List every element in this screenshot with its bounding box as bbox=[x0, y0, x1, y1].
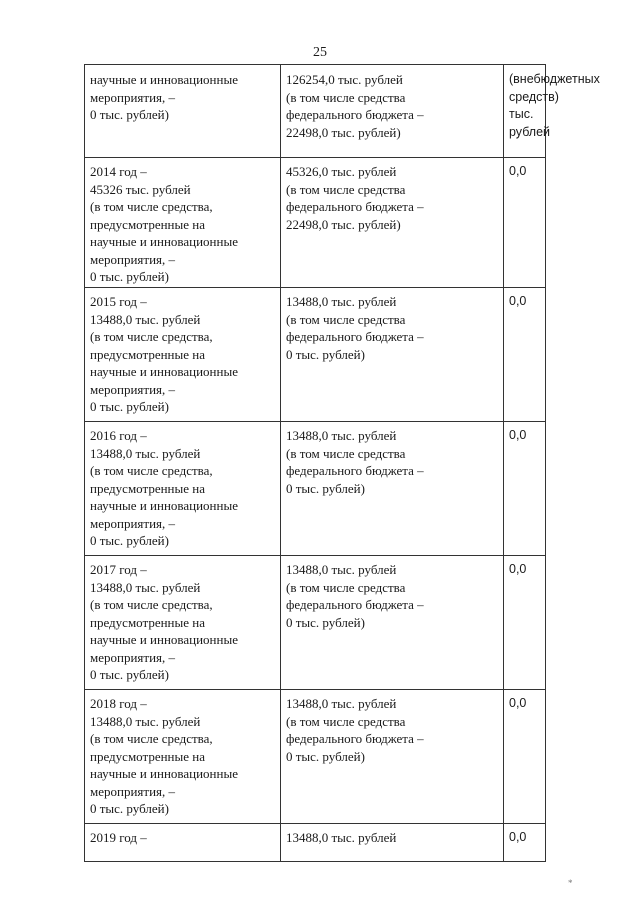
page-number: 25 bbox=[313, 45, 327, 60]
table-row bbox=[85, 288, 546, 422]
table-row bbox=[85, 422, 546, 556]
table-cell-col1: 2019 год – bbox=[85, 824, 281, 862]
table-cell-col3: 0,0 bbox=[504, 556, 546, 690]
table-cell-col1: научные и инновационные мероприятия, – 0 тыс. рублей) bbox=[85, 65, 281, 158]
table-row bbox=[85, 690, 546, 824]
table-cell-col1: 2015 год – 13488,0 тыс. рублей (в том числе средства, предусмотренные на научные и инновационные мероприятия, – 0 тыс. рублей) bbox=[85, 288, 281, 422]
table-cell-col3: 0,0 bbox=[504, 824, 546, 862]
table-cell-col3: 0,0 bbox=[504, 288, 546, 422]
table-cell-col1: 2018 год – 13488,0 тыс. рублей (в том числе средства, предусмотренные на научные и инновационные мероприятия, – 0 тыс. рублей) bbox=[85, 690, 281, 824]
table-cell-col1: 2017 год – 13488,0 тыс. рублей (в том числе средства, предусмотренные на научные и инновационные мероприятия, – 0 тыс. рублей) bbox=[85, 556, 281, 690]
table-cell-col2: 126254,0 тыс. рублей (в том числе средства федерального бюджета – 22498,0 тыс. рублей) bbox=[281, 65, 504, 158]
table-cell-col2: 13488,0 тыс. рублей (в том числе средства федерального бюджета – 0 тыс. рублей) bbox=[281, 422, 504, 556]
table-cell-col1: 2014 год – 45326 тыс. рублей (в том числе средства, предусмотренные на научные и инновационные мероприятия, – 0 тыс. рублей) bbox=[85, 158, 281, 288]
table-cell-col3: (внебюджетных средств) тыс. рублей bbox=[504, 65, 546, 158]
table-cell-col3: 0,0 bbox=[504, 422, 546, 556]
table-row bbox=[85, 65, 546, 158]
table-cell-col2: 13488,0 тыс. рублей (в том числе средства федерального бюджета – 0 тыс. рублей) bbox=[281, 690, 504, 824]
table-cell-col2: 13488,0 тыс. рублей (в том числе средства федерального бюджета – 0 тыс. рублей) bbox=[281, 556, 504, 690]
table-row bbox=[85, 824, 546, 862]
table-cell-col3: 0,0 bbox=[504, 690, 546, 824]
table-cell-col1: 2016 год – 13488,0 тыс. рублей (в том числе средства, предусмотренные на научные и инновационные мероприятия, – 0 тыс. рублей) bbox=[85, 422, 281, 556]
table-cell-col2: 45326,0 тыс. рублей (в том числе средства федерального бюджета – 22498,0 тыс. рублей) bbox=[281, 158, 504, 288]
funding-table bbox=[84, 64, 600, 862]
table-cell-col3: 0,0 bbox=[504, 158, 546, 288]
footer-mark: * bbox=[568, 878, 573, 888]
table-cell-col2: 13488,0 тыс. рублей (в том числе средства федерального бюджета – 0 тыс. рублей) bbox=[281, 288, 504, 422]
table-cell-col2: 13488,0 тыс. рублей bbox=[281, 824, 504, 862]
table-row bbox=[85, 158, 546, 288]
table-row bbox=[85, 556, 546, 690]
